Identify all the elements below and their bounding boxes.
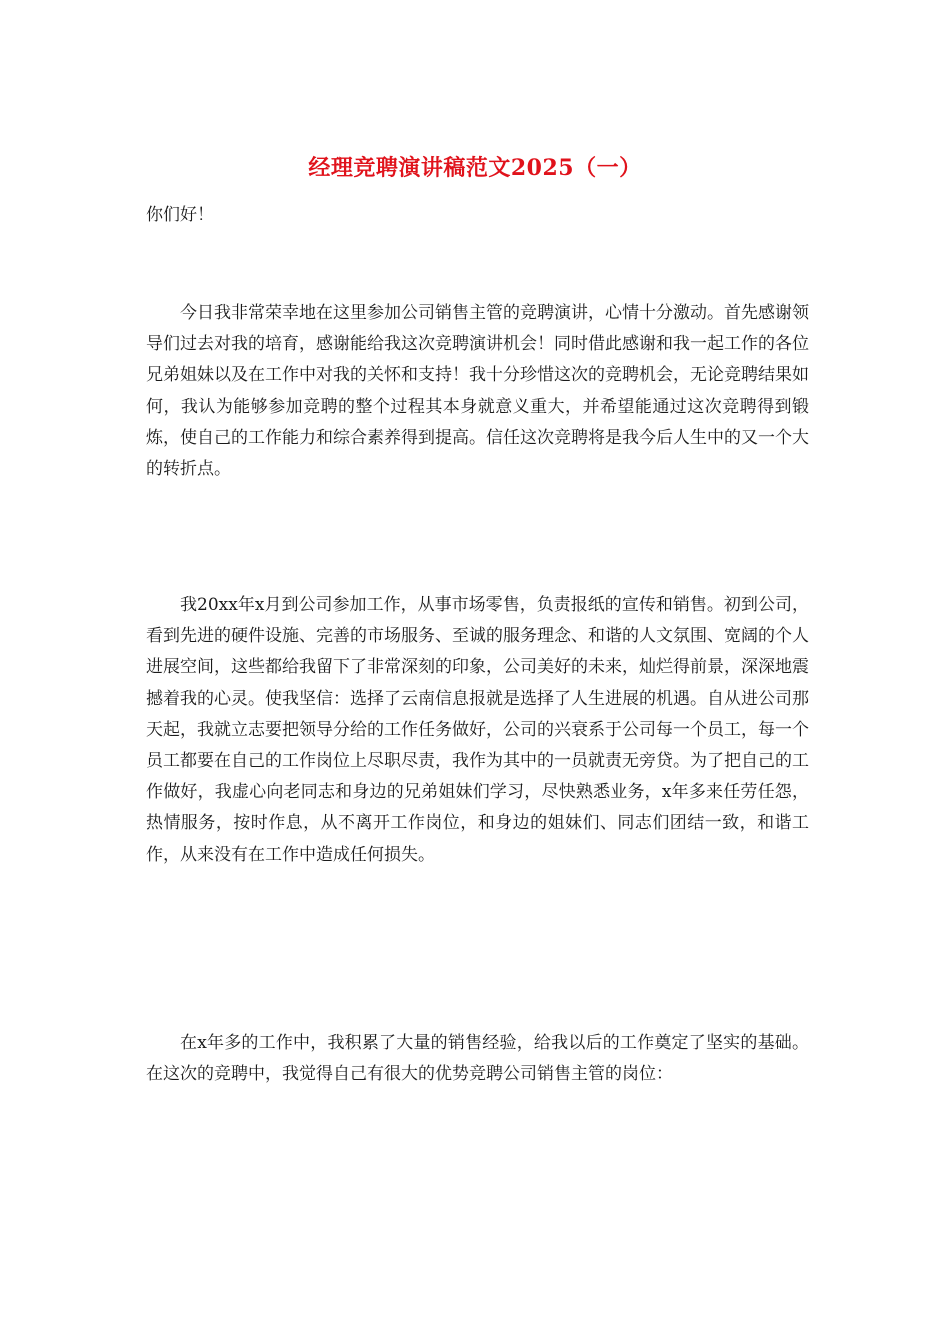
document-title: 经理竞聘演讲稿范文2025（一） [308,155,642,181]
paragraph-experience: 我20xx年x月到公司参加工作，从事市场零售，负责报纸的宣传和销售。初到公司，看到先进的硬件设施、完善的市场服务、至诚的服务理念、和谐的人文氛围、宽阔的个人进展空间，这些都给我留下了非常深刻的印象，公司美好的未来，灿烂得前景，深深地震撼着我的心灵。使我坚信：选择了云南信息报就是选择了人生进展的机遇。自从进公司那天起，我就立志要把领导分给的工作任务做好，公司的兴衰系于公司每一个员工，每一个员工都要在自己的工作岗位上尽职尽责，我作为其中的一员就责无旁贷。为了把自己的工作做好，我虚心向老同志和身边的兄弟姐妹们学习，尽快熟悉业务，x年多来任劳任怨，热情服务，按时作息，从不离开工作岗位，和身边的姐妹们、同志们团结一致，和谐工作，从来没有在工作中造成任何损失。 [146,595,809,865]
paragraph-intro: 今日我非常荣幸地在这里参加公司销售主管的竞聘演讲，心情十分激动。首先感谢领导们过去对我的培育，感谢能给我这次竞聘演讲机会！同时借此感谢和我一起工作的各位兄弟姐妹以及在工作中对我的关怀和支持！我十分珍惜这次的竞聘机会，无论竞聘结果如何，我认为能够参加竞聘的整个过程其本身就意义重大，并希望能通过这次竞聘得到锻炼，使自己的工作能力和综合素养得到提高。信任这次竞聘将是我今后人生中的又一个大的转折点。 [146,303,809,480]
paragraph-advantages: 在x年多的工作中，我积累了大量的销售经验，给我以后的工作奠定了坚实的基础。在这次的竞聘中，我觉得自己有很大的优势竞聘公司销售主管的岗位： [146,1033,809,1085]
greeting-text: 你们好！ [146,205,214,225]
